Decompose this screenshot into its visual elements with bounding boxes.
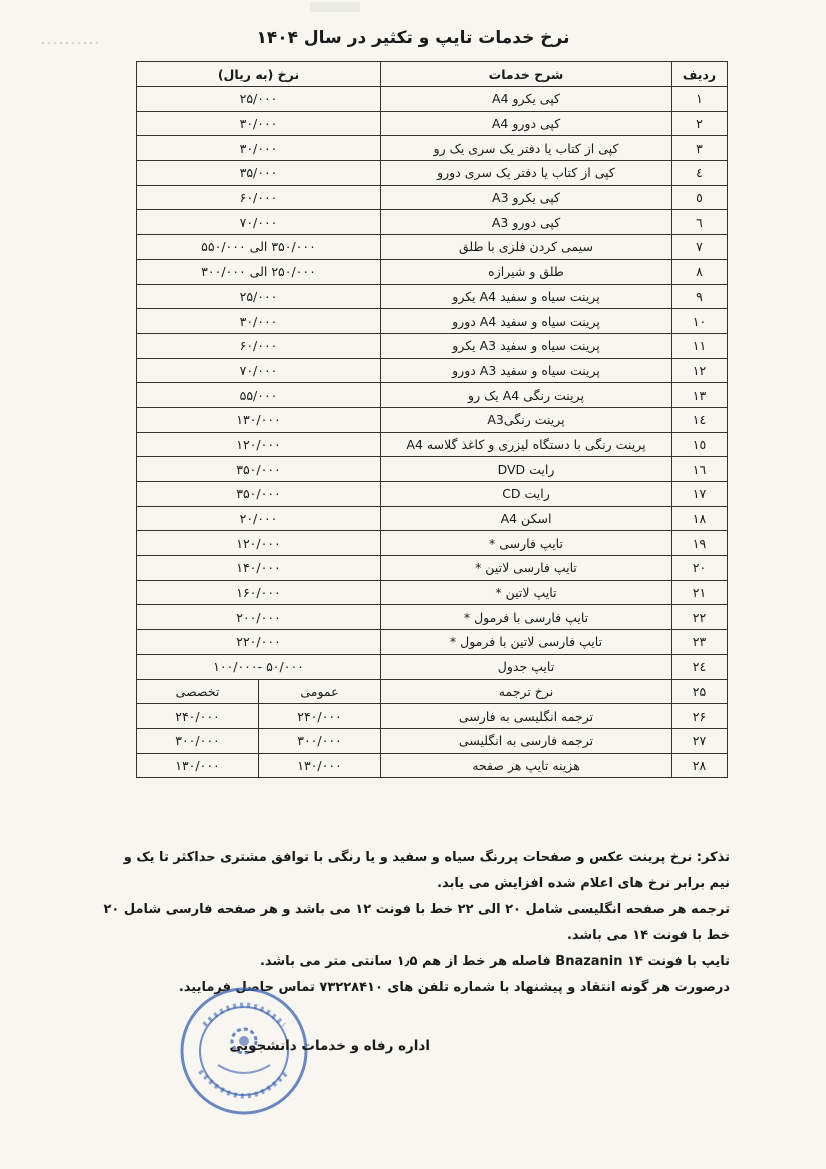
service-description: اسکن A4 (381, 506, 672, 531)
service-description: تایپ فارسی * (381, 531, 672, 556)
table-row (137, 506, 728, 531)
service-price: ۲۵/۰۰۰ (137, 87, 381, 112)
service-price: ۱۲۰/۰۰۰ (137, 432, 381, 457)
header-row-num: ردیف (672, 62, 728, 87)
header-price: نرخ (به ریال) (137, 62, 381, 87)
table-row (137, 704, 728, 729)
row-number: ٥ (672, 185, 728, 210)
note-text: ترجمه هر صفحه انگلیسی شامل ۲۰ الی ۲۲ خط با فونت ۱۲ می باشد و هر صفحه فارسی شامل ۲۰ خط با فونت ۱۴ می باشد. (103, 902, 730, 943)
service-description: پرینت رنگیA3 (381, 407, 672, 432)
table-row (137, 210, 728, 235)
service-price: ۳۵۰/۰۰۰ الی ۵۵۰/۰۰۰ (137, 235, 381, 260)
row-number: ۲۳ (672, 630, 728, 655)
table-row (137, 358, 728, 383)
table-row (137, 284, 728, 309)
service-price: ۱۲۰/۰۰۰ (137, 531, 381, 556)
table-row (137, 630, 728, 655)
row-number: ۱۰ (672, 309, 728, 334)
table-row (137, 407, 728, 432)
service-description: تایپ فارسی با فرمول * (381, 605, 672, 630)
service-description: پرینت رنگی با دستگاه لیزری و کاغذ گلاسه A4 (381, 432, 672, 457)
row-number: ۲۲ (672, 605, 728, 630)
specialized-rate: ۲۴۰/۰۰۰ (137, 704, 259, 729)
service-description: تایپ جدول (381, 654, 672, 679)
service-description: پرینت رنگی A4 یک رو (381, 383, 672, 408)
note-text: تایپ با فونت ۱۴ Bnazanin فاصله هر خط از هم ۱٫۵ سانتی متر می باشد. (259, 954, 730, 969)
note-text: درصورت هر گونه انتقاد و پیشنهاد با شماره تلفن های ۷۳۲۲۸۴۱۰ تماس حاصل فرمایید. (178, 980, 730, 995)
service-description: رایت DVD (381, 457, 672, 482)
service-price: ۲۰۰/۰۰۰ (137, 605, 381, 630)
row-number: ۲۱ (672, 580, 728, 605)
service-description: کپی دورو A3 (381, 210, 672, 235)
row-number: ۱۹ (672, 531, 728, 556)
service-price: ۱۳۰/۰۰۰ (137, 407, 381, 432)
service-description: کپی یکرو A4 (381, 87, 672, 112)
service-description: کپی از کتاب یا دفتر یک سری دورو (381, 161, 672, 186)
service-price: ۲۲۰/۰۰۰ (137, 630, 381, 655)
row-number: ۱۳ (672, 383, 728, 408)
service-description: پرینت سیاه و سفید A4 دورو (381, 309, 672, 334)
table-row (137, 482, 728, 507)
general-rate: ۱۳۰/۰۰۰ (259, 753, 381, 778)
service-price: ۳۰/۰۰۰ (137, 136, 381, 161)
row-number: ۲۶ (672, 704, 728, 729)
service-price: ۵۰/۰۰۰ -۱۰۰/۰۰۰ (137, 654, 381, 679)
table-row (137, 136, 728, 161)
header-description: شرح خدمات (381, 62, 672, 87)
service-description: رایت CD (381, 482, 672, 507)
service-price: ۱۶۰/۰۰۰ (137, 580, 381, 605)
service-price: ۷۰/۰۰۰ (137, 358, 381, 383)
specialized-rate: ۳۰۰/۰۰۰ (137, 728, 259, 753)
row-number: ۲۷ (672, 728, 728, 753)
table-row (137, 309, 728, 334)
service-description: کپی از کتاب یا دفتر یک سری یک رو (381, 136, 672, 161)
row-number: ٢٤ (672, 654, 728, 679)
table-body (137, 87, 728, 778)
service-description: پرینت سیاه و سفید A3 دورو (381, 358, 672, 383)
service-price: ۳۰/۰۰۰ (137, 111, 381, 136)
service-price: ۷۰/۰۰۰ (137, 210, 381, 235)
row-number: ۲ (672, 111, 728, 136)
row-number: ۱۲ (672, 358, 728, 383)
table-row (137, 383, 728, 408)
row-number: ۱۷ (672, 482, 728, 507)
service-description: سیمی کردن فلزی با طلق (381, 235, 672, 260)
service-description: پرینت سیاه و سفید A3 یکرو (381, 333, 672, 358)
table-row (137, 432, 728, 457)
row-number: ۲۸ (672, 753, 728, 778)
row-number: ٤ (672, 161, 728, 186)
row-number: ۱۱ (672, 333, 728, 358)
table-header-row (137, 62, 728, 87)
row-number: ١٦ (672, 457, 728, 482)
signature-office: اداره رفاه و خدمات دانشجویی (229, 1038, 430, 1054)
translation-header-row (137, 679, 728, 704)
service-description: طلق و شیرازه (381, 259, 672, 284)
service-description: تایپ لاتین * (381, 580, 672, 605)
service-price: ۲۵/۰۰۰ (137, 284, 381, 309)
service-price: ۳۵/۰۰۰ (137, 161, 381, 186)
service-description: هزینه تایپ هر صفحه (381, 753, 672, 778)
service-description: پرینت سیاه و سفید A4 یکرو (381, 284, 672, 309)
table-row (137, 580, 728, 605)
service-description: ترجمه فارسی به انگلیسی (381, 728, 672, 753)
general-rate: ۳۰۰/۰۰۰ (259, 728, 381, 753)
specialized-rate-header: تخصصی (137, 679, 259, 704)
row-number: ۹ (672, 284, 728, 309)
table-row (137, 728, 728, 753)
service-price: ۳۵۰/۰۰۰ (137, 482, 381, 507)
general-rate: ۲۴۰/۰۰۰ (259, 704, 381, 729)
table-row (137, 753, 728, 778)
row-number: ۲۵ (672, 679, 728, 704)
service-description: تایپ فارسی لاتین با فرمول * (381, 630, 672, 655)
service-price: ۱۴۰/۰۰۰ (137, 556, 381, 581)
rates-table (136, 61, 728, 778)
row-number: ۷ (672, 235, 728, 260)
notes-section (100, 845, 730, 1001)
service-description: نرخ ترجمه (381, 679, 672, 704)
row-number: ٦ (672, 210, 728, 235)
table-row (137, 556, 728, 581)
page-title: نرخ خدمات تایپ و تکثیر در سال ۱۴۰۴ (256, 28, 570, 48)
table-row (137, 87, 728, 112)
general-rate-header: عمومی (259, 679, 381, 704)
service-price: ۶۰/۰۰۰ (137, 333, 381, 358)
row-number: ۱۸ (672, 506, 728, 531)
row-number: ۱ (672, 87, 728, 112)
service-price: ۳۵۰/۰۰۰ (137, 457, 381, 482)
table-row (137, 111, 728, 136)
service-description: تایپ فارسی لاتین * (381, 556, 672, 581)
table-row (137, 605, 728, 630)
service-price: ۳۰/۰۰۰ (137, 309, 381, 334)
table-row (137, 531, 728, 556)
service-description: کپی یکرو A3 (381, 185, 672, 210)
table-row (137, 185, 728, 210)
row-number: ١٥ (672, 432, 728, 457)
table-row (137, 259, 728, 284)
scan-smudge (310, 2, 360, 12)
service-price: ۲۰/۰۰۰ (137, 506, 381, 531)
specialized-rate: ۱۳۰/۰۰۰ (137, 753, 259, 778)
table-row (137, 161, 728, 186)
service-price: ۵۵/۰۰۰ (137, 383, 381, 408)
table-row (137, 235, 728, 260)
service-description: ترجمه انگلیسی به فارسی (381, 704, 672, 729)
table-row (137, 333, 728, 358)
row-number: ۸ (672, 259, 728, 284)
table-row (137, 457, 728, 482)
row-number: ۲۰ (672, 556, 728, 581)
row-number: ١٤ (672, 407, 728, 432)
service-description: کپی دورو A4 (381, 111, 672, 136)
service-price: ۶۰/۰۰۰ (137, 185, 381, 210)
service-price: ۲۵۰/۰۰۰ الی ۳۰۰/۰۰۰ (137, 259, 381, 284)
table-row (137, 654, 728, 679)
note-text: تذکر: نرخ پرینت عکس و صفحات پررنگ سیاه و سفید و یا رنگی با توافق مشتری حداکثر تا یک و نیم برابر نرخ های اعلام شده افزایش می یابد. (123, 850, 730, 891)
row-number: ۳ (672, 136, 728, 161)
